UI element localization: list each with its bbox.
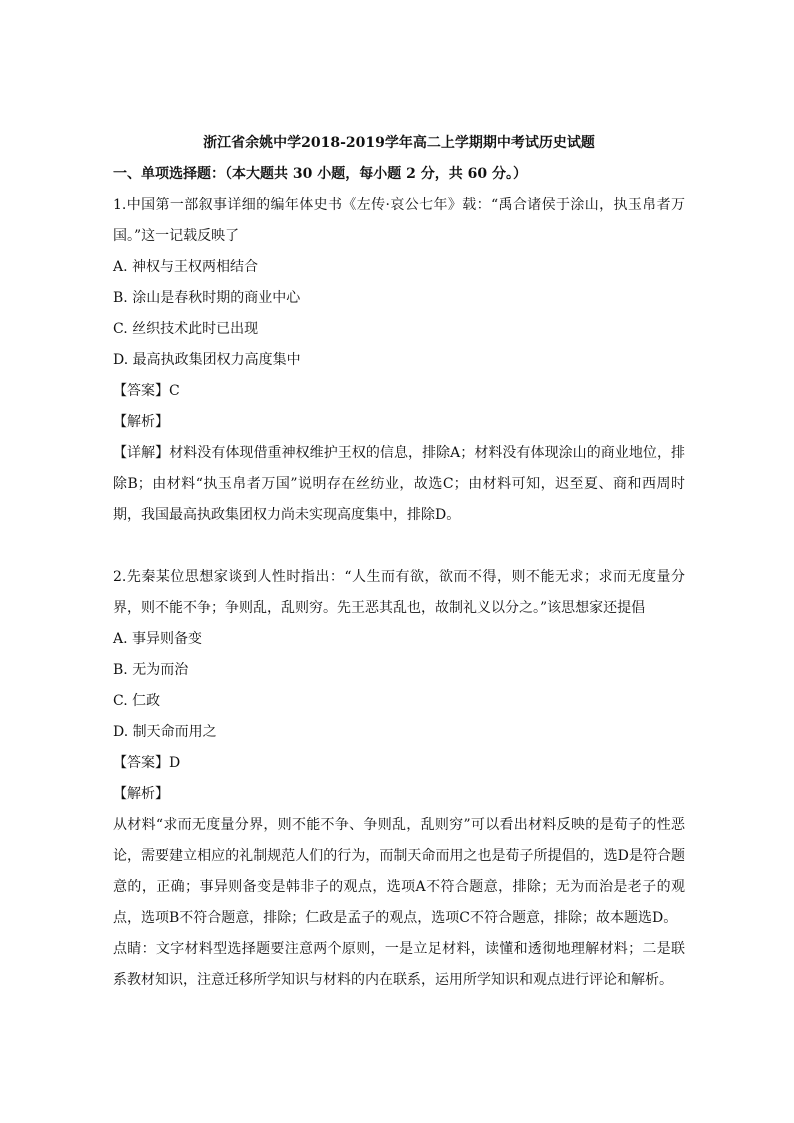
spacer [113,531,685,562]
option-c: C. 仁政 [113,693,161,709]
option-d: D. 制天命而用之 [113,724,217,740]
option-b: B. 涂山是春秋时期的商业中心 [113,290,301,306]
section-heading: 一、单项选择题：（本大题共 30 小题，每小题 2 分，共 60 分。） [113,166,527,182]
option-a: A. 神权与王权两相结合 [113,259,259,275]
option-d: D. 最高执政集团权力高度集中 [113,352,301,368]
document-page [113,128,685,996]
option-b: B. 无为而治 [113,662,189,678]
option-c: C. 丝织技术此时已出现 [113,321,259,337]
question-2 [113,562,685,996]
answer: 【答案】D [113,755,181,771]
answer: 【答案】C [113,383,180,399]
question-stem: 1.中国第一部叙事详细的编年体史书《左传·哀公七年》载：“禹合诸侯于涂山，执玉帛者万国。”这一记载反映了 [113,197,685,244]
analysis-text: 【详解】材料没有体现借重神权维护王权的信息，排除A；材料没有体现涂山的商业地位，排除B；由材料“执玉帛者万国”说明存在丝纺业，故选C；由材料可知，迟至夏、商和西周时期，我国最高执政集团权力尚未实现高度集中，排除D。 [113,445,685,523]
question-1 [113,190,685,531]
question-stem: 2.先秦某位思想家谈到人性时指出：“人生而有欲，欲而不得，则不能无求；求而无度量分界，则不能不争；争则乱，乱则穷。先王恶其乱也，故制礼义以分之。”该思想家还提倡 [113,569,685,616]
analysis-label: 【解析】 [113,786,169,802]
analysis-text: 从材料“求而无度量分界，则不能不争、争则乱，乱则穷”可以看出材料反映的是荀子的性恶论，需要建立相应的礼制规范人们的行为，而制天命而用之也是荀子所提倡的，选D是符合题意的，正确；事异则备变是韩非子的观点，选项A不符合题意，排除；无为而治是老子的观点，选项B不符合题意，排除；仁政是孟子的观点，选项C不符合题意，排除；故本题选D。 [113,817,685,926]
option-a: A. 事异则备变 [113,631,203,647]
analysis-label: 【解析】 [113,414,169,430]
tip-note: 点睛：文字材料型选择题要注意两个原则，一是立足材料，读懂和透彻地理解材料；二是联系教材知识，注意迁移所学知识与材料的内在联系，运用所学知识和观点进行评论和解析。 [113,941,685,988]
page-title: 浙江省余姚中学2018-2019学年高二上学期期中考试历史试题 [203,135,595,151]
